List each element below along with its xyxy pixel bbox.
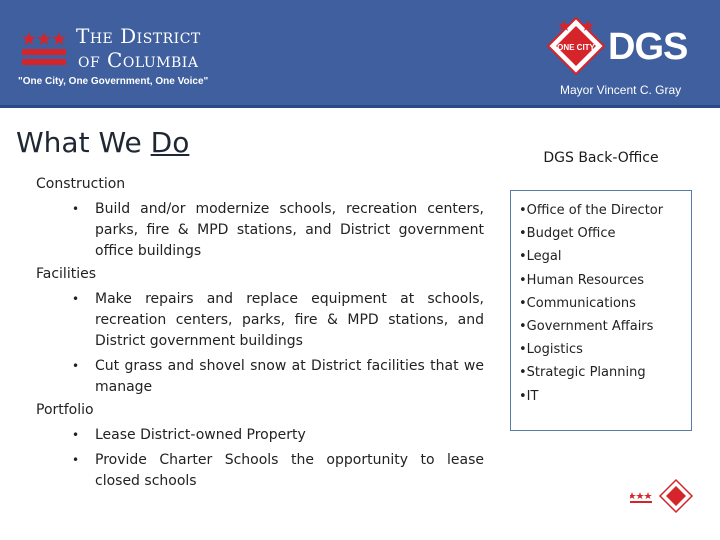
list-item: • Build and/or modernize schools, recreation centers, parks, fire & MPD stations, and District government office buildings (68, 199, 484, 262)
page-title-part2: Do (150, 126, 190, 159)
district-title (76, 24, 201, 72)
list-item: •Government Affairs (519, 319, 654, 335)
back-office-title: DGS Back-Office (543, 150, 659, 166)
category-construction: Construction (36, 176, 126, 192)
category-portfolio: Portfolio (36, 402, 94, 418)
tagline: "One City, One Government, One Voice" (18, 76, 209, 87)
mayor-name: Mayor Vincent C. Gray (560, 83, 682, 97)
list-item: •Strategic Planning (519, 365, 646, 381)
footer-dgs-logo-icon (630, 478, 694, 516)
page-title-part1: What We (16, 126, 151, 159)
district-title-line1: The District (76, 24, 201, 48)
list-item: •Logistics (519, 342, 583, 358)
portfolio-bullets (68, 425, 484, 492)
list-item: • Cut grass and shovel snow at District facilities that we manage (68, 356, 484, 398)
back-office-list (519, 199, 691, 408)
services-list (36, 174, 484, 494)
dc-flag-icon (22, 30, 66, 66)
page-title (16, 126, 189, 159)
category-facilities: Facilities (36, 266, 96, 282)
list-item: •Office of the Director (519, 203, 664, 218)
header-banner (0, 0, 720, 108)
dgs-logo-text: DGS (608, 26, 688, 68)
list-item: • Lease District-owned Property (68, 425, 484, 446)
list-item: •Budget Office (519, 226, 616, 242)
list-item: •IT (519, 388, 539, 404)
construction-bullets (68, 199, 484, 262)
list-item: •Communications (519, 295, 636, 311)
list-item: •Legal (519, 249, 562, 265)
dc-map-seal-icon (544, 14, 608, 84)
list-item: • Make repairs and replace equipment at schools, recreation centers, parks, fire & MPD stations, and District government buildings (68, 289, 484, 352)
list-item: •Human Resources (519, 272, 645, 288)
district-title-line2: of Columbia (78, 48, 199, 72)
facilities-bullets (68, 289, 484, 398)
seal-text: ONE CITY (557, 43, 595, 52)
list-item: • Provide Charter Schools the opportunity to lease closed schools (68, 450, 484, 492)
back-office-box (510, 190, 692, 431)
